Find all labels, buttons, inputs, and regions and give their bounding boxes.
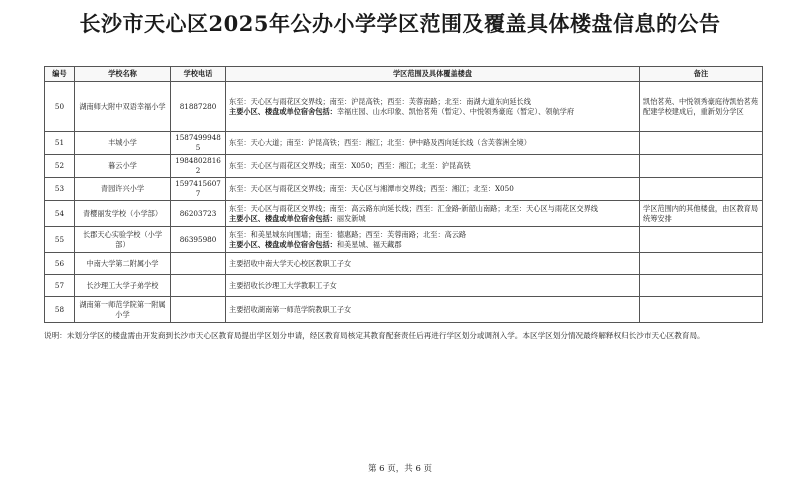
table-row [45,275,763,297]
row-number: 55 [45,227,75,253]
school-phone: 81887280 [171,82,226,132]
estates-list: 幸福庄园、山水印象、凯怡茗苑（暂定）、中悦领秀豪庭（暂定）、领航学府 [336,106,575,116]
school-name: 丰城小学 [75,132,171,155]
coverage-range: 东至：和美星城东向围墙；南至：德惠路；西至：芙蓉南路；北至：高云路 [229,229,467,239]
coverage-cell [226,253,640,275]
row-number: 58 [45,297,75,323]
table-row [45,201,763,227]
table-row [45,82,763,132]
school-name: 青园许兴小学 [75,178,171,201]
row-number: 50 [45,82,75,132]
remark-cell [640,155,763,178]
table-row [45,297,763,323]
table-row [45,227,763,253]
row-number: 51 [45,132,75,155]
row-number: 53 [45,178,75,201]
table-row [45,178,763,201]
table-row [45,132,763,155]
header-remarks: 备注 [640,67,763,82]
row-number: 54 [45,201,75,227]
note-text: 说明：未划分学区的楼盘需由开发商到长沙市天心区教育局提出学区划分申请，经区教育局核定其教育配套责任后再进行学区划分或调剂入学。本区学区划分情况最终解释权归长沙市天心区教育局。 [44,331,705,340]
row-number: 56 [45,253,75,275]
school-phone: 15974156077 [171,178,226,201]
page-title: 长沙市天心区2025年公办小学学区范围及覆盖具体楼盘信息的公告 [79,11,721,36]
coverage-range: 东至：天心区与雨花区交界线；南至：高云路东向延长线；西至：汇金路-新韶山南路；北至：天心区与雨花区交界线 [229,203,598,213]
school-name: 长郡天心实验学校（小学部） [75,227,171,253]
remark-cell [640,178,763,201]
header-coverage: 学区范围及具体覆盖楼盘 [226,67,640,82]
remark-cell: 凯怡茗苑、中悦领秀豪庭待凯怡茗苑配建学校建成后，重新划分学区 [640,82,763,132]
header-school: 学校名称 [75,67,171,82]
estates-label: 主要小区、楼盘或单位宿舍包括： [229,239,337,249]
coverage-cell [226,178,640,201]
remark-cell: 学区范围内的其他楼盘，由区教育局统筹安排 [640,201,763,227]
school-name: 湖南师大附中双语幸福小学 [75,82,171,132]
school-phone [171,297,226,323]
table-body [45,82,763,323]
row-number: 52 [45,155,75,178]
school-district-table [44,66,763,323]
school-phone [171,253,226,275]
remark-cell [640,227,763,253]
coverage-range: 主要招收长沙理工大学教职工子女 [229,280,337,290]
estates-label: 主要小区、楼盘或单位宿舍包括： [229,106,337,116]
coverage-cell [226,155,640,178]
coverage-cell [226,297,640,323]
coverage-cell [226,275,640,297]
table-header-row [45,67,763,82]
remark-cell [640,253,763,275]
coverage-range: 主要招收湖南第一师范学院教职工子女 [229,304,352,314]
page-footer: 第 6 页，共 6 页 [367,464,433,474]
estates-label: 主要小区、楼盘或单位宿舍包括： [229,213,337,223]
school-name: 暮云小学 [75,155,171,178]
school-name: 青樱丽发学校（小学部） [75,201,171,227]
estates-list: 丽发新城 [336,213,366,223]
remark-cell [640,275,763,297]
row-number: 57 [45,275,75,297]
coverage-range: 东至：天心区与雨花区交界线；南至：X050；西至：湘江；北至：沪昆高铁 [229,161,471,170]
remark-cell [640,297,763,323]
school-phone: 19848028162 [171,155,226,178]
header-phone: 学校电话 [171,67,226,82]
coverage-cell [226,132,640,155]
coverage-cell [226,82,640,132]
coverage-cell [226,201,640,227]
coverage-range: 东至：天心大道；南至：沪昆高铁；西至：湘江；北至：伊中路及西向延长线（含芙蓉洲全境） [229,138,531,147]
school-phone [171,275,226,297]
table-row [45,253,763,275]
coverage-range: 东至：天心区与雨花区交界线；南至：天心区与湘潭市交界线；西至：湘江；北至：X050 [229,184,514,193]
coverage-range: 主要招收中南大学天心校区教职工子女 [229,258,352,268]
estates-list: 和美星城、福天藏郡 [336,239,402,249]
school-name: 中南大学第二附属小学 [75,253,171,275]
remark-cell [640,132,763,155]
coverage-cell [226,227,640,253]
table-row [45,155,763,178]
header-no: 编号 [45,67,75,82]
school-phone: 86203723 [171,201,226,227]
school-phone: 15874999485 [171,132,226,155]
school-name: 长沙理工大学子弟学校 [75,275,171,297]
school-phone: 86395980 [171,227,226,253]
school-name: 湖南第一师范学院第一附属小学 [75,297,171,323]
coverage-range: 东至：天心区与雨花区交界线；南至：沪昆高铁；西至：芙蓉南路；北至：南湖大道东向延长线 [229,96,531,106]
